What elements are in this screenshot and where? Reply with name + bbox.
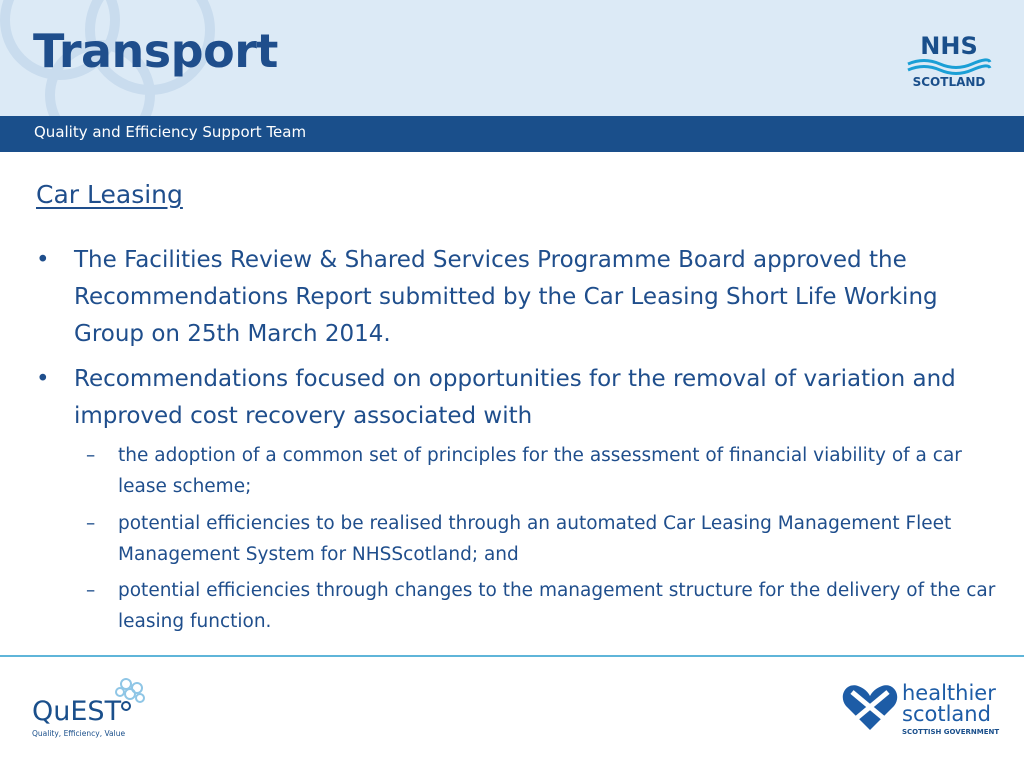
nhs-logo-subtext: SCOTLAND [912, 75, 986, 89]
nhs-logo-text: NHS [920, 32, 978, 60]
hs-logo-line2: scotland [902, 702, 991, 726]
subheader-bar [0, 116, 1024, 152]
quest-logo-text: QuEST [32, 696, 122, 727]
sub-bullet-text: potential efficiencies through changes to the management structure for the delivery of the car leasing function. [118, 580, 996, 632]
hs-logo-line3: SCOTTISH GOVERNMENT [902, 728, 1000, 736]
sub-bullet-marker: – [86, 580, 96, 601]
sub-bullet-text: the adoption of a common set of principles for the assessment of financial viability of a car lease scheme; [118, 445, 962, 497]
sub-bullet-marker: – [86, 513, 96, 534]
bullet-marker: • [36, 247, 50, 273]
footer-divider [0, 655, 1024, 657]
bullet-text: Recommendations focused on opportunities for the removal of variation and improved cost recovery associated with [74, 366, 956, 429]
hs-logo-line1: healthier [902, 681, 996, 705]
sub-bullet-marker: – [86, 445, 96, 466]
subheader-title: Quality and Efficiency Support Team [34, 123, 307, 141]
sub-bullet-item [86, 508, 996, 570]
slide-header [0, 0, 1024, 116]
sub-bullet-text: potential efficiencies to be realised through an automated Car Leasing Management Fleet Management System for NHSScotland; and [118, 513, 952, 565]
section-heading: Car Leasing [36, 180, 183, 209]
bullet-marker: • [36, 366, 50, 392]
bullet-text: The Facilities Review & Shared Services Programme Board approved the Recommendations Report submitted by the Car Leasing Short Life Working Group on 25th March 2014. [74, 247, 938, 347]
sub-bullet-item [86, 440, 996, 502]
quest-logo [30, 676, 160, 742]
sub-bullet-item [86, 575, 996, 637]
nhs-scotland-logo [904, 30, 994, 92]
healthier-scotland-logo [840, 678, 1000, 738]
quest-logo-tagline: Quality, Efficiency, Value [32, 729, 126, 738]
page-title: Transport [33, 24, 278, 78]
slide-content [0, 152, 1024, 652]
bullet-item [36, 361, 996, 435]
bullet-item [36, 242, 996, 353]
